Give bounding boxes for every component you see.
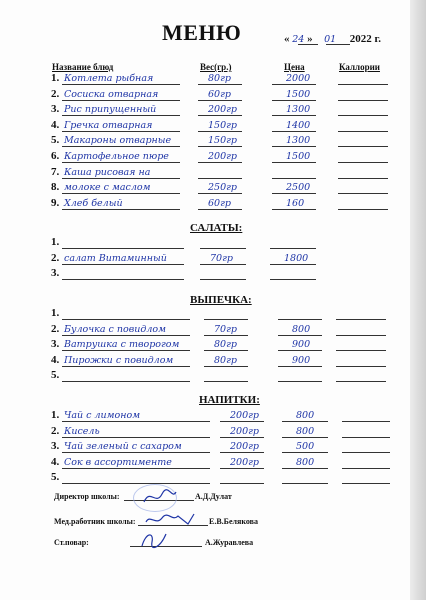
calories-line <box>338 209 388 210</box>
calories-line <box>338 131 388 132</box>
col-header-price: Цена <box>284 62 305 72</box>
dish-weight: 60гр <box>208 197 231 209</box>
weight-line <box>220 421 264 422</box>
name-line <box>62 162 180 163</box>
name-line <box>62 146 180 147</box>
row-number: 1. <box>51 72 60 84</box>
list-row <box>0 307 426 321</box>
weight-line <box>220 437 264 438</box>
medic-name: Е.В.Белякова <box>209 517 258 526</box>
dish-name: салат Витаминный <box>64 252 167 264</box>
date-month: 01 <box>324 34 337 45</box>
calories-line <box>342 452 390 453</box>
price-line <box>272 115 316 116</box>
name-line <box>62 264 184 265</box>
calories-line <box>338 146 388 147</box>
dish-price: 1800 <box>284 252 309 264</box>
date-year: 2022 г. <box>349 33 381 45</box>
dish-price: 1500 <box>286 151 311 162</box>
drinks-heading: НАПИТКИ: <box>199 394 260 406</box>
weight-line <box>198 115 242 116</box>
list-row <box>0 440 426 454</box>
dish-name: Ватрушка с творогом <box>64 339 180 351</box>
dish-price: 2500 <box>286 182 311 194</box>
dish-price: 800 <box>296 456 315 468</box>
name-line <box>62 131 180 132</box>
dish-name: Сосиска отварная <box>64 88 159 100</box>
list-row <box>0 72 426 86</box>
calories-line <box>336 319 386 320</box>
list-row <box>0 354 426 368</box>
dish-name: Кисель <box>64 425 100 437</box>
date-day-line <box>298 44 318 45</box>
dish-name: Макароны отварные <box>64 135 172 147</box>
cook-name: А.Журавлева <box>205 538 254 547</box>
list-row <box>0 267 426 281</box>
dish-price: 800 <box>296 425 315 437</box>
pastry-heading: ВЫПЕЧКА: <box>190 294 252 306</box>
medic-label: Мед.работник школы: <box>54 517 136 526</box>
dish-weight: 80гр <box>214 354 237 366</box>
dish-weight: 80гр <box>214 339 237 351</box>
price-line <box>282 437 328 438</box>
weight-line <box>198 100 242 101</box>
name-line <box>62 178 180 179</box>
price-line <box>272 146 316 147</box>
row-number: 9. <box>51 196 60 209</box>
weight-line <box>198 162 242 163</box>
row-number: 1. <box>51 307 60 319</box>
dish-weight: 200гр <box>230 456 260 468</box>
list-row <box>0 409 426 423</box>
calories-line <box>342 483 390 484</box>
col-header-name: Название блюд <box>52 62 114 72</box>
name-line <box>62 437 210 438</box>
list-row <box>0 252 426 266</box>
salads-heading: САЛАТЫ: <box>190 222 243 234</box>
row-number: 1. <box>51 409 60 421</box>
list-row <box>0 103 426 117</box>
weight-line <box>198 193 242 194</box>
weight-line <box>198 178 242 179</box>
cook-label: Ст.повар: <box>54 538 89 547</box>
dish-name: Каша рисовая на <box>64 166 151 178</box>
dish-price: 900 <box>292 354 311 366</box>
list-row <box>0 150 426 164</box>
director-name: А.Д.Дулат <box>195 492 232 501</box>
list-row <box>0 119 426 133</box>
dish-name: Картофельное пюре <box>64 151 169 162</box>
dish-name: Чай зеленый с сахаром <box>64 441 182 453</box>
price-line <box>282 468 328 469</box>
dish-weight: 80гр <box>208 73 231 84</box>
row-number: 8. <box>51 181 60 194</box>
name-line <box>62 350 190 351</box>
col-header-weight: Вес(гр.) <box>200 62 232 72</box>
list-row <box>0 471 426 485</box>
weight-line <box>200 264 246 265</box>
dish-price: 160 <box>286 197 305 209</box>
price-line <box>270 248 316 249</box>
dish-name: Чай с лимоном <box>64 410 141 421</box>
weight-line <box>198 131 242 132</box>
row-number: 5. <box>51 369 60 382</box>
price-line <box>272 84 316 85</box>
dish-price: 1400 <box>286 119 311 131</box>
dish-name: Булочка с повидлом <box>64 323 167 335</box>
page-title: МЕНЮ <box>162 20 242 45</box>
date-open-quote: « <box>284 33 290 45</box>
dish-weight: 250гр <box>208 182 238 194</box>
row-number: 5. <box>51 471 60 484</box>
name-line <box>62 381 190 382</box>
calories-line <box>336 381 386 382</box>
dish-price: 2000 <box>286 73 311 84</box>
name-line <box>62 115 180 116</box>
row-number: 4. <box>51 353 60 366</box>
weight-line <box>204 350 248 351</box>
name-line <box>62 421 210 422</box>
date-day: 24 <box>292 34 305 45</box>
dish-weight: 150гр <box>208 119 238 131</box>
row-number: 3. <box>51 103 60 116</box>
dish-price: 1300 <box>286 135 311 147</box>
name-line <box>62 335 190 336</box>
dish-name: Гречка отварная <box>64 119 153 131</box>
row-number: 2. <box>51 251 60 264</box>
calories-line <box>342 437 390 438</box>
col-header-calories: Каллории <box>339 62 380 72</box>
dish-weight: 200гр <box>208 104 238 116</box>
row-number: 4. <box>51 455 60 468</box>
list-row <box>0 134 426 148</box>
price-line <box>272 193 316 194</box>
list-row <box>0 369 426 383</box>
date-close-quote: » <box>307 33 313 45</box>
dish-weight: 150гр <box>208 135 238 147</box>
list-row <box>0 181 426 195</box>
dish-price: 1300 <box>286 104 311 116</box>
dish-weight: 200гр <box>230 410 260 421</box>
list-row <box>0 166 426 180</box>
dish-name: Рис припущенный <box>64 104 157 116</box>
dish-weight: 70гр <box>210 252 233 264</box>
director-label: Директор школы: <box>54 492 120 501</box>
list-row <box>0 88 426 102</box>
row-number: 2. <box>51 322 60 335</box>
dish-price: 800 <box>296 410 315 421</box>
dish-name: Хлеб белый <box>64 197 123 209</box>
list-row <box>0 236 426 250</box>
dish-name: Сок в ассортименте <box>64 456 172 468</box>
dish-price: 500 <box>296 441 315 453</box>
director-signature <box>140 486 180 508</box>
date-month-line <box>326 44 350 45</box>
calories-line <box>336 366 386 367</box>
name-line <box>62 248 184 249</box>
dish-name: Котлета рыбная <box>64 73 154 84</box>
list-row <box>0 456 426 470</box>
row-number: 7. <box>51 165 60 178</box>
price-line <box>278 335 322 336</box>
row-number: 2. <box>51 424 60 437</box>
row-number: 3. <box>51 440 60 453</box>
price-line <box>282 452 328 453</box>
calories-line <box>338 178 388 179</box>
cook-signature <box>136 528 172 552</box>
list-row <box>0 425 426 439</box>
row-number: 6. <box>51 150 60 162</box>
weight-line <box>204 381 248 382</box>
calories-line <box>342 421 390 422</box>
name-line <box>62 483 210 484</box>
row-number: 4. <box>51 118 60 131</box>
calories-line <box>338 100 388 101</box>
dish-price: 800 <box>292 323 311 335</box>
price-line <box>270 264 316 265</box>
price-line <box>272 209 316 210</box>
price-line <box>278 319 322 320</box>
price-line <box>282 421 328 422</box>
row-number: 3. <box>51 267 60 280</box>
list-row <box>0 338 426 352</box>
list-row <box>0 197 426 211</box>
name-line <box>62 452 210 453</box>
name-line <box>62 468 210 469</box>
weight-line <box>220 452 264 453</box>
price-line <box>278 366 322 367</box>
dish-weight: 70гр <box>214 323 237 335</box>
weight-line <box>220 468 264 469</box>
calories-line <box>338 115 388 116</box>
weight-line <box>220 483 264 484</box>
dish-name: молоке с маслом <box>64 182 151 194</box>
row-number: 3. <box>51 338 60 351</box>
name-line <box>62 209 180 210</box>
price-line <box>282 483 328 484</box>
dish-name: Пирожки с повидлом <box>64 354 174 366</box>
row-number: 1. <box>51 236 60 248</box>
row-number: 2. <box>51 87 60 100</box>
name-line <box>62 279 184 280</box>
calories-line <box>342 468 390 469</box>
calories-line <box>336 350 386 351</box>
dish-weight: 200гр <box>230 425 260 437</box>
price-line <box>272 131 316 132</box>
weight-line <box>198 84 242 85</box>
dish-weight: 60гр <box>208 88 231 100</box>
dish-weight: 200гр <box>208 151 238 162</box>
name-line <box>62 193 180 194</box>
name-line <box>62 319 190 320</box>
price-line <box>272 162 316 163</box>
weight-line <box>204 366 248 367</box>
weight-line <box>198 209 242 210</box>
name-line <box>62 84 180 85</box>
weight-line <box>204 335 248 336</box>
price-line <box>278 350 322 351</box>
weight-line <box>200 248 246 249</box>
price-line <box>272 100 316 101</box>
row-number: 5. <box>51 134 60 147</box>
name-line <box>62 100 180 101</box>
dish-weight: 200гр <box>230 441 260 453</box>
price-line <box>272 178 316 179</box>
weight-line <box>204 319 248 320</box>
price-line <box>278 381 322 382</box>
calories-line <box>338 162 388 163</box>
calories-line <box>336 335 386 336</box>
price-line <box>270 279 316 280</box>
weight-line <box>198 146 242 147</box>
weight-line <box>200 279 246 280</box>
dish-price: 1500 <box>286 88 311 100</box>
list-row <box>0 323 426 337</box>
calories-line <box>338 84 388 85</box>
dish-price: 900 <box>292 339 311 351</box>
medic-signature <box>142 510 198 528</box>
name-line <box>62 366 190 367</box>
calories-line <box>338 193 388 194</box>
